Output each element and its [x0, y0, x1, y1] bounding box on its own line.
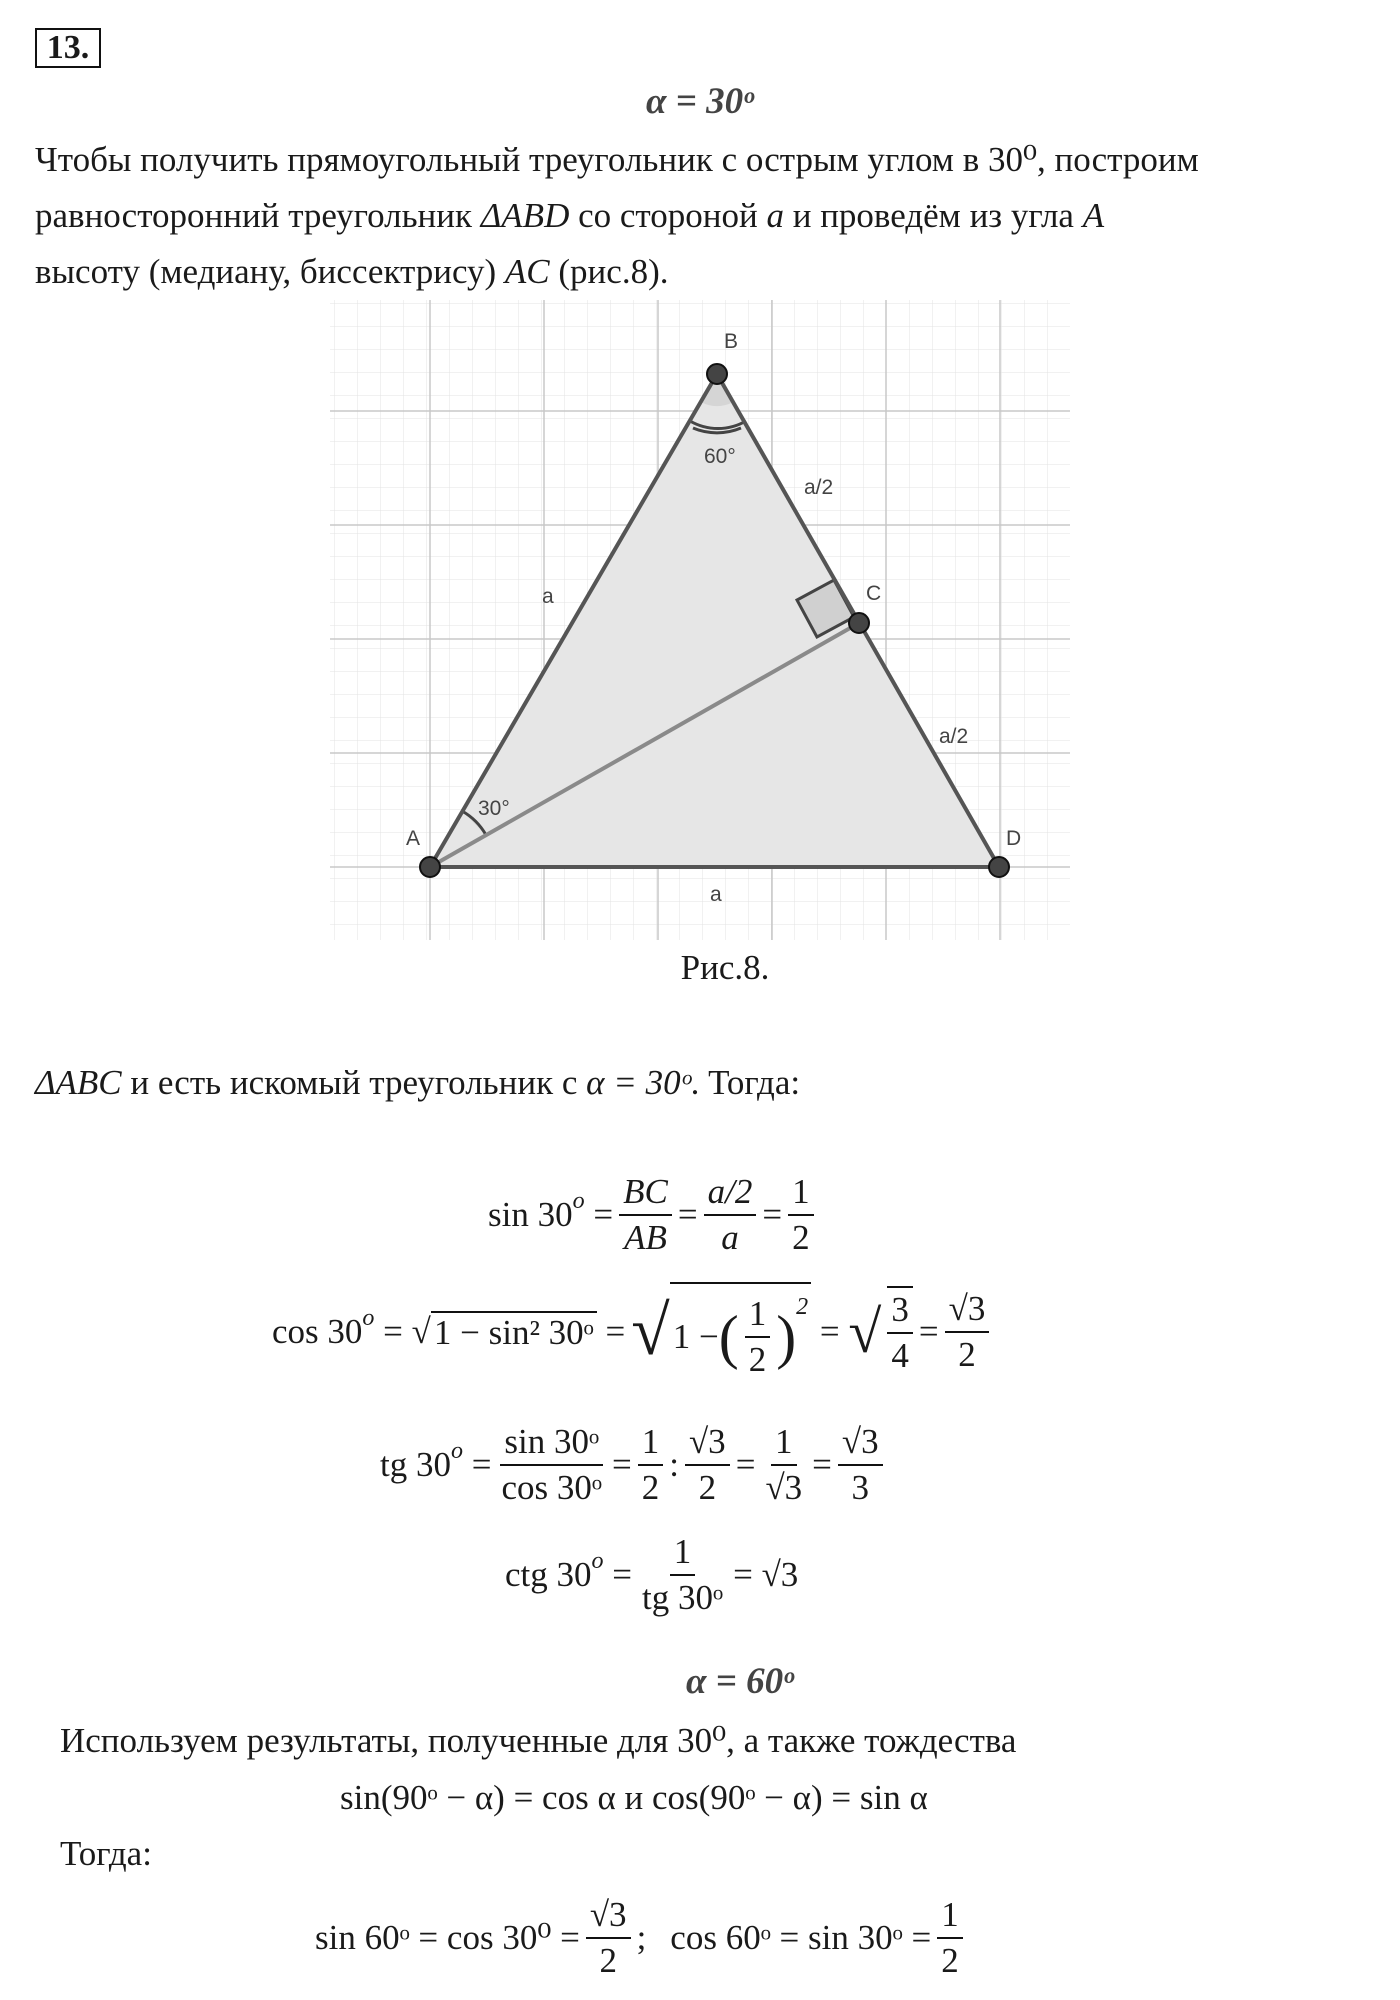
denominator: 2	[748, 1340, 767, 1379]
triangle-figure	[330, 300, 1070, 940]
text: 1 −	[672, 1317, 719, 1356]
label-b: B	[724, 330, 739, 353]
denominator: √3	[765, 1468, 803, 1507]
point-a	[420, 857, 440, 877]
fraction	[788, 1170, 814, 1260]
intro-line-2	[35, 188, 1104, 244]
denominator: AB	[624, 1218, 667, 1257]
numerator: √3	[838, 1420, 883, 1466]
vertex-a: A	[1082, 196, 1105, 235]
denominator: a	[721, 1218, 739, 1257]
label-a: A	[406, 827, 421, 850]
point-d	[989, 857, 1009, 877]
fraction	[945, 1287, 990, 1377]
conclusion-line	[35, 1055, 800, 1111]
text: cos 60ᵒ = sin 30ᵒ =	[670, 1918, 932, 1957]
intro-line-3	[35, 244, 668, 300]
label-d: D	[1006, 827, 1022, 850]
text-span: высоту (медиану, биссектрису)	[35, 252, 505, 291]
big-root: √	[631, 1293, 670, 1370]
denominator: 2	[792, 1218, 810, 1257]
radicand: 1 − sin² 30ᵒ	[431, 1311, 597, 1353]
degree: o	[450, 1437, 463, 1464]
fraction	[704, 1170, 757, 1260]
triangle-abd: ΔABD	[480, 196, 570, 235]
label-side-bc: a/2	[804, 476, 834, 499]
fraction	[497, 1420, 606, 1510]
fraction	[638, 1420, 664, 1510]
denominator: tg 30ᵒ	[642, 1578, 724, 1617]
denominator: cos 30ᵒ	[501, 1468, 602, 1507]
label-c: C	[866, 582, 882, 605]
section-heading-30: α = 30ᵒ	[646, 81, 754, 122]
numerator: 3	[887, 1288, 913, 1334]
text: cos 30	[272, 1312, 363, 1351]
denominator: 4	[891, 1336, 909, 1375]
exponent: 2	[796, 1293, 809, 1320]
denominator: 2	[599, 1941, 617, 1980]
separator: ;	[636, 1918, 647, 1957]
fraction	[745, 1292, 771, 1382]
segment-ac: AC	[504, 252, 550, 291]
intro-line-1: Чтобы получить прямоугольный треугольник с острым углом в 30⁰, построим	[35, 140, 1199, 179]
denominator: 2	[958, 1335, 976, 1374]
label-angle-60: 60°	[704, 445, 736, 468]
formula-sin30: sin 30 o = $\frac{BC}{AB}$ = $\frac{a/2}{a}$ = $\frac{1}{2}$	[488, 1170, 820, 1260]
label-side-ad: a	[710, 883, 722, 906]
numerator: √3	[685, 1420, 730, 1466]
label-side-cd: a/2	[939, 725, 969, 748]
formula-cos30: cos 30 o = √ 1 − sin² 30ᵒ = √ 1 − ( $\frac{1}{2}$ ) 2 = √ $\frac{3}{4}$ = $\frac{√3}{2}$	[272, 1282, 995, 1382]
section-heading-60: α = 60ᵒ	[686, 1661, 794, 1702]
numerator: √3	[586, 1893, 631, 1939]
denominator: 2	[941, 1941, 959, 1980]
text: tg 30	[380, 1445, 451, 1484]
label-angle-30: 30°	[478, 797, 510, 820]
numerator: 1	[638, 1420, 664, 1466]
numerator: 1	[670, 1530, 696, 1576]
numerator: BC	[619, 1170, 672, 1216]
label-side-ab: a	[542, 585, 554, 608]
text: sin 60ᵒ = cos 30⁰ =	[315, 1918, 580, 1957]
fraction	[638, 1530, 727, 1620]
formula-tg30: tg 30 o = $\frac{\text{sin 30ᵒ}}{\text{cos 30ᵒ}}$ = $\frac{1}{2}$ : $\frac{√3}{2}$ = $\frac{1}{√3}$ = $\frac{√3}{3}$	[380, 1420, 889, 1510]
fraction	[761, 1420, 806, 1510]
point-c	[849, 613, 869, 633]
text: ctg 30	[505, 1555, 592, 1594]
numerator: 1	[788, 1170, 814, 1216]
side-a: a	[766, 196, 784, 235]
numerator: sin 30ᵒ	[500, 1420, 603, 1466]
fraction	[937, 1893, 963, 1983]
denominator: 2	[698, 1468, 717, 1507]
denominator: 2	[641, 1468, 660, 1507]
fraction	[619, 1170, 672, 1260]
numerator: a/2	[704, 1170, 757, 1216]
formula-60	[315, 1893, 969, 1983]
triangle-abc: ΔABC	[35, 1063, 122, 1102]
numerator: 1	[771, 1420, 797, 1466]
degree: o	[362, 1304, 375, 1331]
numerator: 1	[745, 1292, 771, 1338]
degree: o	[591, 1547, 604, 1574]
text-span: (рис.8).	[549, 252, 669, 291]
section2-line-1: Используем результаты, полученные для 30⁰, а также тождества	[60, 1721, 1017, 1760]
fraction	[887, 1286, 913, 1378]
numerator: √3	[945, 1287, 990, 1333]
radicand: 1 − ( $\frac{1}{2}$ ) 2	[670, 1282, 811, 1382]
text-span: со стороной	[569, 196, 767, 235]
fraction	[685, 1420, 730, 1510]
then-label: Тогда:	[60, 1834, 152, 1873]
figure-caption: Рис.8.	[680, 948, 770, 987]
problem-number: 13.	[35, 28, 101, 68]
text: sin 30	[488, 1195, 573, 1234]
formula-ctg30: ctg 30 o = $\frac{1}{\text{tg 30ᵒ}}$ = √3	[505, 1530, 798, 1620]
text-span: и есть искомый треугольник с	[121, 1063, 587, 1102]
fraction	[838, 1420, 883, 1510]
numerator: 1	[937, 1893, 963, 1939]
identities: sin(90ᵒ − α) = cos α и cos(90ᵒ − α) = sin α	[340, 1778, 928, 1817]
text-span: . Тогда:	[690, 1063, 801, 1102]
degree: o	[572, 1187, 585, 1214]
point-b	[707, 364, 727, 384]
text-span: равносторонний треугольник	[35, 196, 481, 235]
alpha-eq: α = 30ᵒ	[586, 1063, 691, 1102]
fraction	[586, 1893, 631, 1983]
text-span: и проведём из угла	[783, 196, 1083, 235]
denominator: 3	[851, 1468, 870, 1507]
text: √3	[761, 1555, 799, 1594]
